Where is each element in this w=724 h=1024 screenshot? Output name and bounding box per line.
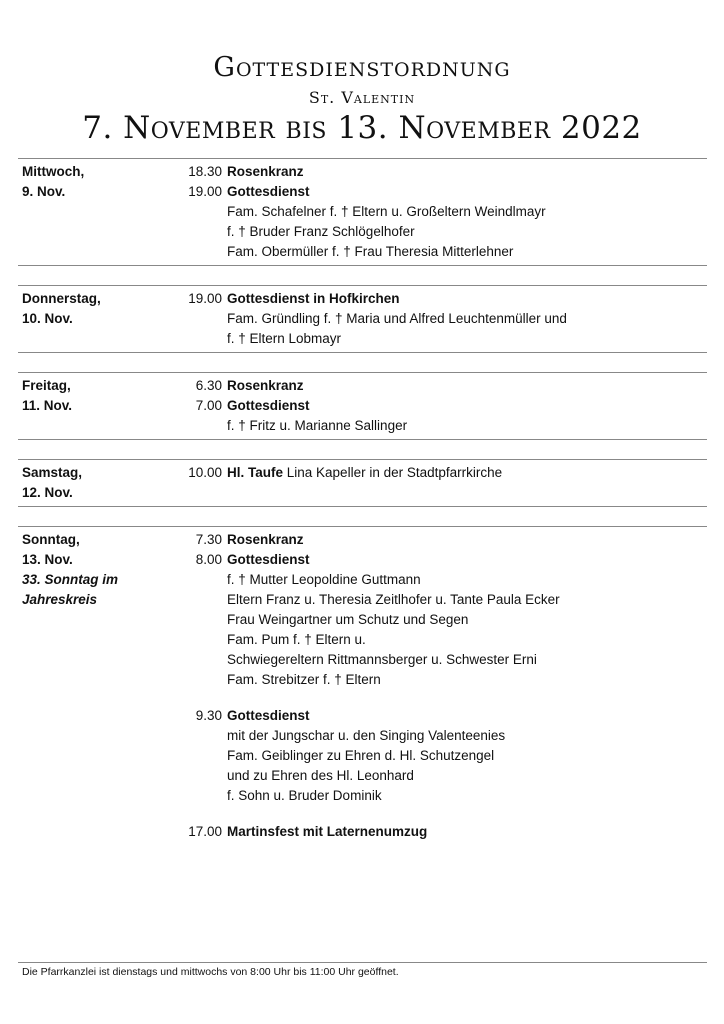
event-title: Gottesdienst: [227, 552, 310, 567]
event-title: Gottesdienst: [227, 708, 310, 723]
event-intention: Fam. Pum f. † Eltern u.: [227, 632, 366, 647]
event-intention: und zu Ehren des Hl. Leonhard: [227, 768, 414, 783]
event: [182, 463, 707, 483]
event-time: 17.00: [188, 824, 222, 839]
event-time: 6.30: [195, 378, 222, 393]
day-weekday: Freitag,: [22, 378, 71, 393]
event: [182, 822, 707, 842]
day-block-wednesday: [18, 158, 707, 266]
liturgical-note: Jahreskreis: [22, 592, 98, 607]
event-title: Martinsfest mit Laternenumzug: [227, 824, 428, 839]
event-detail: Lina Kapeller in der Stadtpfarrkirche: [283, 465, 503, 480]
event-intention: Fam. Gründling f. † Maria und Alfred Leuchtenmüller und: [227, 311, 567, 326]
event: [182, 376, 707, 396]
event-time: 7.30: [195, 532, 222, 547]
liturgical-note: 33. Sonntag im: [22, 572, 119, 587]
event-intention: mit der Jungschar u. den Singing Valenteenies: [227, 728, 506, 743]
event-intention: Fam. Obermüller f. † Frau Theresia Mitterlehner: [227, 244, 514, 259]
event-intention: Fam. Schafelner f. † Eltern u. Großeltern Weindlmayr: [227, 204, 546, 219]
event: [182, 182, 707, 262]
day-date: 9. Nov.: [22, 184, 66, 199]
event-title: Rosenkranz: [227, 378, 304, 393]
day-weekday: Sonntag,: [22, 532, 80, 547]
day-block-saturday: [18, 459, 707, 507]
event-title: Gottesdienst in Hofkirchen: [227, 291, 400, 306]
event-time: 9.30: [195, 708, 222, 723]
day-block-thursday: [18, 285, 707, 353]
parish-name: St. Valentin: [308, 88, 416, 107]
event: [182, 289, 707, 349]
event-intention: f. Sohn u. Bruder Dominik: [227, 788, 382, 803]
event: [182, 396, 707, 436]
day-date: 10. Nov.: [22, 311, 73, 326]
footer-divider: [18, 962, 707, 963]
event-intention: Fam. Geiblinger zu Ehren d. Hl. Schutzengel: [227, 748, 495, 763]
event-intention: f. † Bruder Franz Schlögelhofer: [227, 224, 415, 239]
day-weekday: Samstag,: [22, 465, 83, 480]
event-intention: f. † Fritz u. Marianne Sallinger: [227, 418, 408, 433]
event-intention: f. † Eltern Lobmayr: [227, 331, 342, 346]
day-weekday: Donnerstag,: [22, 291, 101, 306]
event-time: 7.00: [195, 398, 222, 413]
day-date: 12. Nov.: [22, 485, 73, 500]
day-date: 13. Nov.: [22, 552, 73, 567]
event-title: Hl. Taufe: [227, 465, 284, 480]
event: [182, 550, 707, 690]
event-intention: Eltern Franz u. Theresia Zeitlhofer u. Tante Paula Ecker: [227, 592, 560, 607]
schedule: [18, 158, 707, 864]
date-range: 7. November bis 13. November 2022: [82, 110, 642, 146]
day-date: 11. Nov.: [22, 398, 73, 413]
event-intention: Schwiegereltern Rittmannsberger u. Schwester Erni: [227, 652, 537, 667]
event-time: 8.00: [195, 552, 222, 567]
event: [182, 162, 707, 182]
event-intention: Frau Weingartner um Schutz und Segen: [227, 612, 469, 627]
event-title: Rosenkranz: [227, 164, 304, 179]
event-intention: Fam. Strebitzer f. † Eltern: [227, 672, 381, 687]
day-weekday: Mittwoch,: [22, 164, 85, 179]
event-time: 10.00: [188, 465, 222, 480]
page-title: Gottesdienstordnung: [213, 52, 511, 83]
event-title: Gottesdienst: [227, 184, 310, 199]
event-title: Rosenkranz: [227, 532, 304, 547]
event-time: 19.00: [188, 291, 222, 306]
event-intention: f. † Mutter Leopoldine Guttmann: [227, 572, 421, 587]
event: [182, 530, 707, 550]
day-block-friday: [18, 372, 707, 440]
event-time: 19.00: [188, 184, 222, 199]
event-title: Gottesdienst: [227, 398, 310, 413]
office-hours-note: Die Pfarrkanzlei ist dienstags und mittwochs von 8:00 Uhr bis 11:00 Uhr geöffnet.: [22, 966, 399, 978]
day-block-sunday: [18, 526, 707, 845]
event-time: 18.30: [188, 164, 222, 179]
event: [182, 706, 707, 806]
